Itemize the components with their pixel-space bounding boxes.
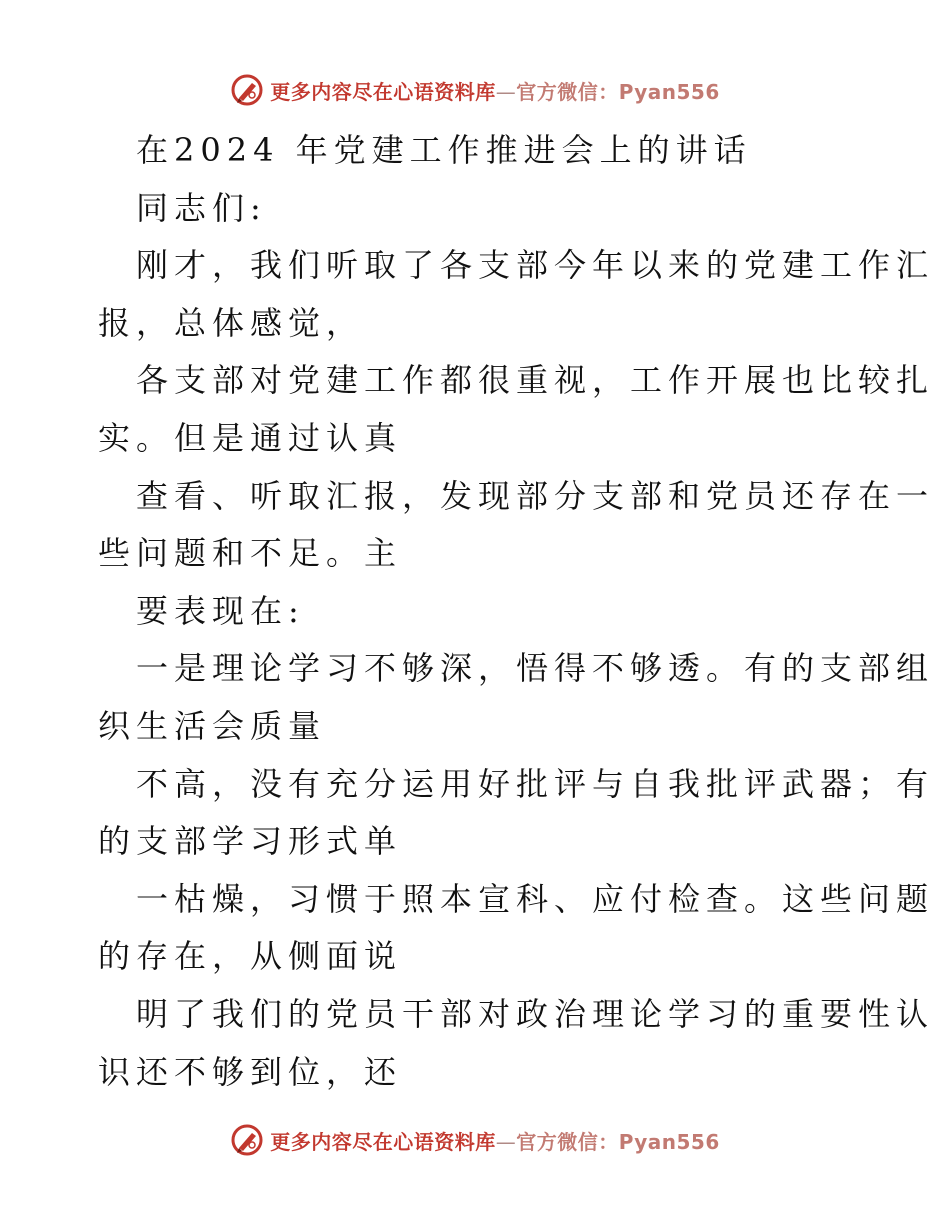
banner-dash: —: [495, 1129, 517, 1154]
banner-main-text: 更多内容尽在心语资料库: [270, 79, 496, 104]
banner-wechat-text: 官方微信：Pyan556: [516, 1129, 720, 1154]
body-text-line: 一是理论学习不够深，悟得不够透。有的支部组: [136, 649, 935, 688]
body-text-line: 的存在，从侧面说: [98, 937, 403, 976]
pen-logo-icon: [230, 1123, 264, 1157]
body-text-line: 些问题和不足。主: [98, 534, 403, 573]
body-text-line: 要表现在:: [136, 591, 305, 630]
pen-logo-icon: [230, 73, 264, 107]
body-text-line: 同志们:: [136, 188, 267, 227]
footer-watermark-banner: [0, 1120, 950, 1160]
banner-main-text: 更多内容尽在心语资料库: [270, 1129, 496, 1154]
banner-wechat-text: 官方微信：Pyan556: [516, 79, 720, 104]
speech-body: [98, 122, 935, 1101]
body-text-line: 实。但是通过认真: [98, 418, 403, 457]
body-text-line: 报，总体感觉，: [98, 303, 365, 342]
body-text-line: 刚才，我们听取了各支部今年以来的党建工作汇: [136, 246, 935, 285]
body-text-line: 不高，没有充分运用好批评与自我批评武器；有: [136, 764, 935, 803]
header-watermark-banner: [0, 70, 950, 110]
body-text-line: 一枯燥，习惯于照本宣科、应付检查。这些问题: [136, 879, 935, 918]
body-text-line: 识还不够到位，还: [98, 1052, 403, 1091]
speech-title: 在2024 年党建工作推进会上的讲话: [136, 131, 752, 169]
body-text-line: 明了我们的党员干部对政治理论学习的重要性认: [136, 994, 935, 1033]
body-text-line: 查看、听取汇报，发现部分支部和党员还存在一: [136, 476, 935, 515]
body-text-line: 各支部对党建工作都很重视，工作开展也比较扎: [136, 361, 935, 400]
body-text-line: 织生活会质量: [98, 706, 327, 745]
body-text-line: 的支部学习形式单: [98, 822, 403, 861]
banner-dash: —: [495, 79, 517, 104]
